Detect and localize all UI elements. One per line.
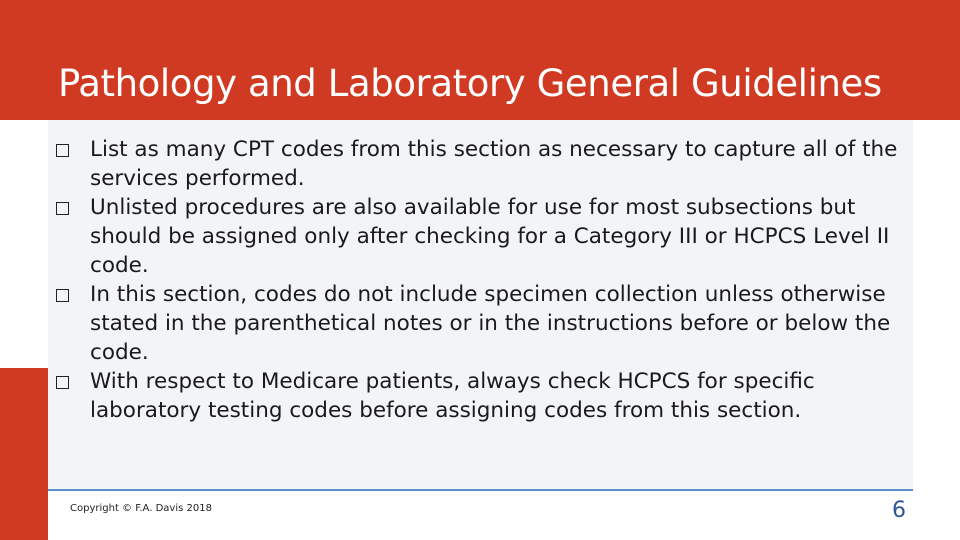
copyright-notice: Copyright © F.A. Davis 2018 [70,503,212,514]
content-panel [48,120,913,490]
left-accent-bar [0,368,48,540]
slide-title: Pathology and Laboratory General Guidelines [58,62,882,105]
bullet-item [48,135,913,193]
square-bullet-icon [56,376,69,389]
footer [48,491,913,540]
title-banner [0,0,960,120]
bullet-list [48,135,913,425]
bullet-text: Unlisted procedures are also available for use for most subsections but should be assigned only after checking for a Category III or HCPCS Level II code. [90,195,890,278]
bullet-text: In this section, codes do not include specimen collection unless otherwise stated in the parenthetical notes or in the instructions before or below the code. [90,282,891,365]
square-bullet-icon [56,289,69,302]
bullet-item [48,193,913,280]
page-number: 6 [892,498,906,523]
bullet-item [48,280,913,367]
bullet-item [48,367,913,425]
bullet-text: List as many CPT codes from this section as necessary to capture all of the services performed. [90,137,898,191]
square-bullet-icon [56,202,69,215]
square-bullet-icon [56,144,69,157]
bullet-text: With respect to Medicare patients, always check HCPCS for specific laboratory testing codes before assigning codes from this section. [90,369,815,423]
